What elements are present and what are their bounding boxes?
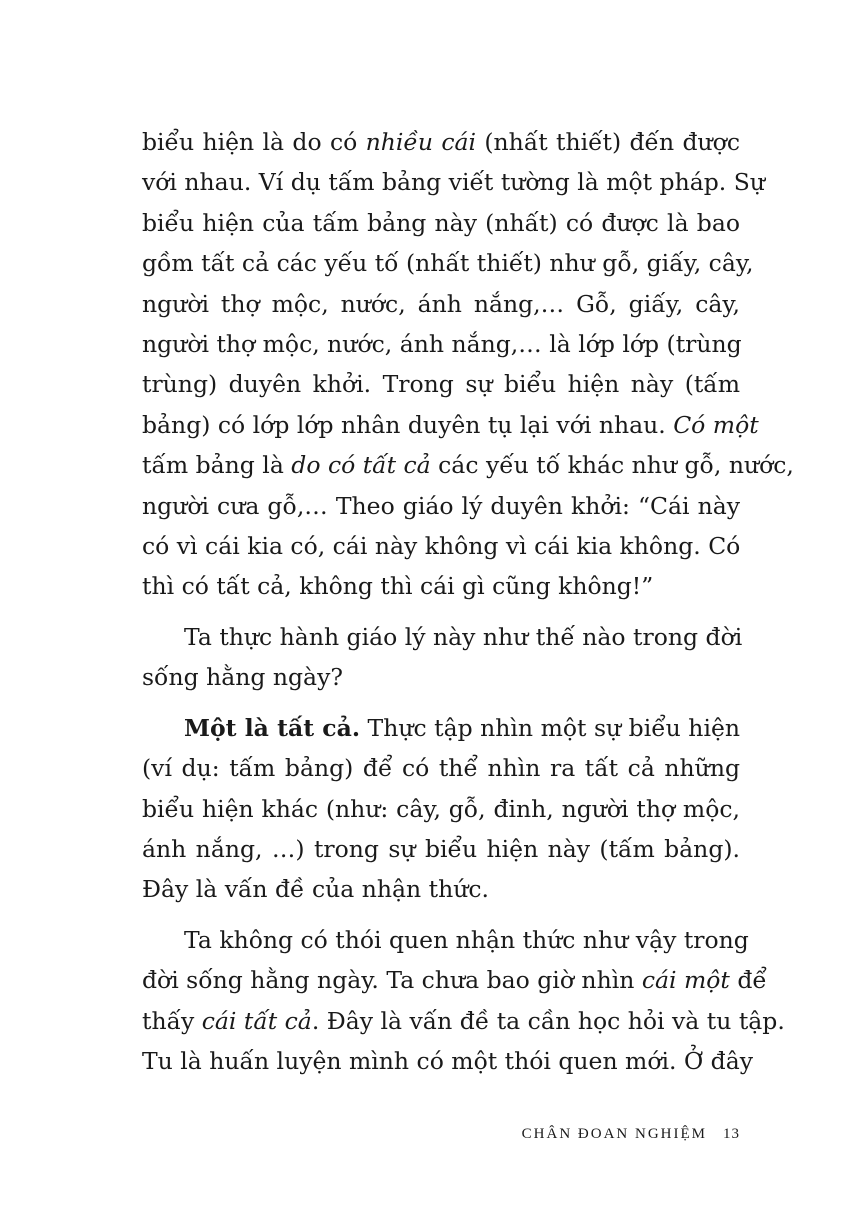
text-line — [142, 920, 749, 960]
text-run: có vì cái kia có, cái này không vì cái kia không. Có — [142, 532, 741, 561]
running-head: CHÂN ĐOAN NGHIỆM — [521, 1126, 707, 1142]
text-line — [142, 364, 740, 404]
text-run: (nhất thiết) đến được — [476, 128, 740, 156]
text-line — [142, 486, 740, 526]
text-run: biểu hiện là do có — [142, 128, 366, 156]
text-run: . Đây là vấn đề ta cần học hỏi và tu tập. — [311, 1006, 785, 1035]
paragraph — [142, 122, 794, 607]
text-line — [142, 203, 740, 243]
paragraph — [142, 920, 785, 1082]
text-line — [142, 243, 754, 283]
body-text — [142, 122, 794, 1081]
text-run: Ta không có thói quen nhận thức như vậy trong — [184, 925, 749, 954]
text-run: Thực tập nhìn một sự biểu hiện — [360, 713, 740, 742]
text-line — [142, 748, 740, 788]
text-line — [142, 869, 740, 909]
text-run: Ta thực hành giáo lý này như thế nào trong đời — [184, 622, 743, 651]
text-run: để — [729, 966, 767, 995]
text-line — [142, 789, 740, 829]
paragraph — [142, 617, 743, 698]
text-run: sống hằng ngày? — [142, 663, 343, 692]
page-footer — [0, 1126, 740, 1143]
text-line — [142, 1041, 754, 1081]
text-run: cái một — [641, 966, 730, 995]
text-run: cái tất cả — [201, 1006, 312, 1035]
text-run: (ví dụ: tấm bảng) để có thể nhìn ra tất cả những — [142, 754, 740, 783]
text-run: tấm bảng là — [142, 451, 292, 480]
text-line — [142, 566, 740, 606]
text-line — [142, 829, 740, 869]
text-line — [142, 284, 740, 324]
text-run: gồm tất cả các yếu tố (nhất thiết) như gỗ, giấy, cây, — [142, 249, 754, 278]
text-run: Tu là huấn luyện mình có một thói quen mới. Ở đây — [142, 1046, 754, 1075]
text-run: nhiều cái — [365, 128, 477, 156]
text-line — [142, 1001, 785, 1041]
text-line — [142, 960, 767, 1000]
text-run: thì có tất cả, không thì cái gì cũng không!” — [142, 572, 654, 601]
text-line — [142, 657, 740, 697]
text-run: trùng) duyên khởi. Trong sự biểu hiện này (tấm — [142, 370, 740, 399]
text-run: ánh nắng, …) trong sự biểu hiện này (tấm bảng). — [142, 834, 740, 863]
text-run: Một là tất cả. — [184, 713, 361, 742]
text-run: do có tất cả — [291, 451, 431, 480]
text-run: các yếu tố khác như gỗ, nước, — [430, 451, 794, 480]
text-line — [142, 122, 740, 162]
text-run: với nhau. Ví dụ tấm bảng viết tường là một pháp. Sự — [142, 168, 765, 197]
text-line — [142, 324, 740, 364]
text-run: người cưa gỗ,… Theo giáo lý duyên khởi: “Cái này — [142, 491, 740, 520]
text-run: biểu hiện khác (như: cây, gỗ, đinh, người thợ mộc, — [142, 794, 740, 823]
text-line — [142, 526, 740, 566]
text-run: thấy — [142, 1006, 202, 1035]
text-run: người thợ mộc, nước, ánh nắng,… là lớp lớp (trùng — [142, 330, 742, 359]
text-line — [142, 617, 743, 657]
text-line — [142, 405, 759, 445]
page-number: 13 — [723, 1126, 740, 1142]
text-line — [142, 445, 794, 485]
paragraph — [142, 708, 740, 910]
text-run: đời sống hằng ngày. Ta chưa bao giờ nhìn — [142, 966, 642, 995]
text-line — [142, 708, 740, 748]
text-line — [142, 162, 765, 202]
text-run: người thợ mộc, nước, ánh nắng,… Gỗ, giấy, cây, — [142, 289, 740, 318]
text-run: Có một — [673, 410, 759, 439]
text-run: biểu hiện của tấm bảng này (nhất) có được là bao — [142, 208, 740, 237]
text-run: bảng) có lớp lớp nhân duyên tụ lại với nhau. — [142, 410, 674, 439]
text-run: Đây là vấn đề của nhận thức. — [142, 875, 489, 904]
